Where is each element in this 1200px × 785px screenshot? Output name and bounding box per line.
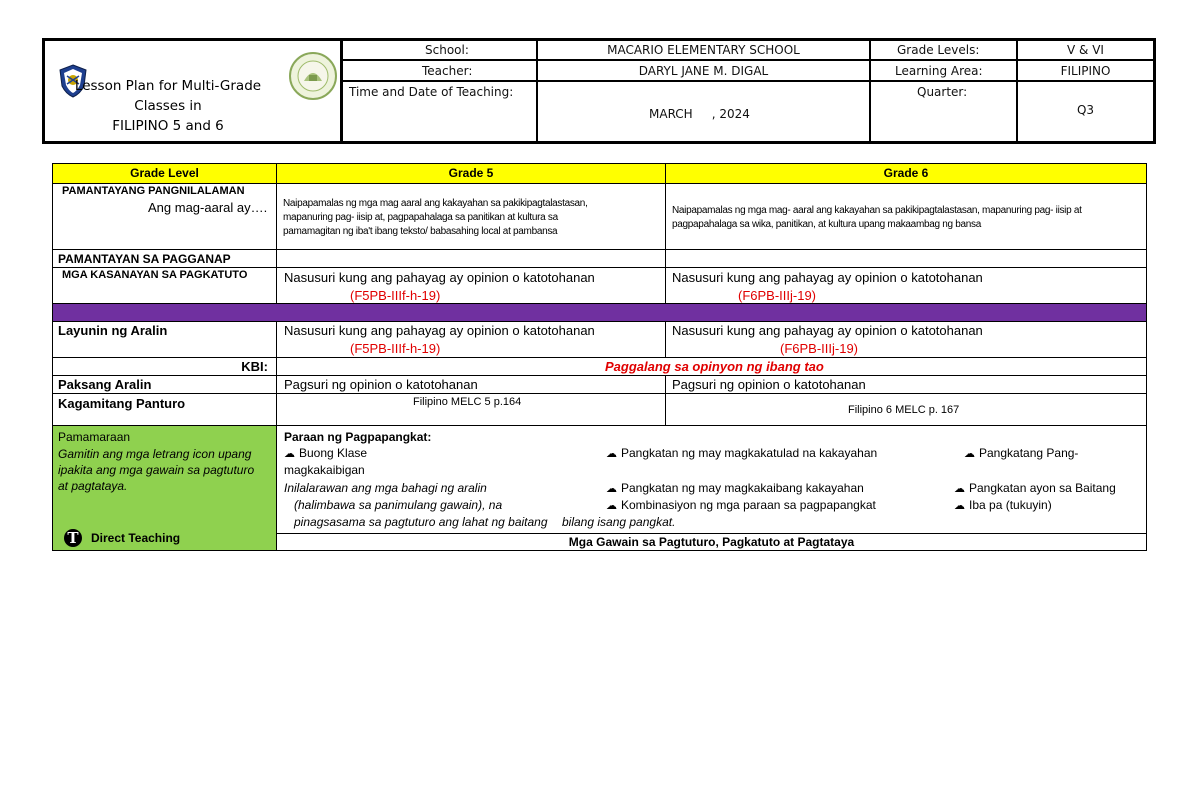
col-header-grade-5: Grade 5: [448, 166, 494, 180]
materials-g6: Filipino 6 MELC p. 167: [848, 404, 960, 416]
col-line: [665, 321, 666, 357]
option-pangkatan-kaiba: [606, 481, 864, 495]
checkbox-icon: ☁: [606, 500, 617, 512]
col-header-grade-6: Grade 6: [883, 166, 929, 180]
row-line: [52, 357, 1147, 358]
col-line: [665, 163, 666, 304]
content-standard-label: PAMANTAYANG PANGNILALAMAN: [62, 185, 245, 197]
content-standard-g5: [283, 197, 588, 239]
option-pangkatan-katulad: [606, 446, 877, 460]
grade-levels-label: Grade Levels:: [897, 43, 980, 57]
school-value: MACARIO ELEMENTARY SCHOOL: [538, 41, 869, 59]
row-line: [52, 321, 1147, 322]
option-label: Iba pa (tukuyin): [969, 498, 1052, 512]
learning-area-label-cell: [871, 61, 1016, 80]
learning-area-value: FILIPINO: [1018, 61, 1153, 80]
row-line: [52, 183, 1147, 184]
option-buong-klase: [284, 446, 367, 460]
time-date-label: Time and Date of Teaching:: [349, 85, 514, 99]
col-line: [665, 375, 666, 425]
topic-label: Paksang Aralin: [58, 377, 152, 392]
topic-g6: Pagsuri ng opinion o katotohanan: [672, 377, 866, 392]
option-label: Pangkatan ng may magkakaibang kakayahan: [621, 481, 864, 495]
quarter-value: Q3: [1076, 103, 1095, 117]
title-line-1: Lesson Plan for Multi-Grade: [74, 78, 262, 94]
option-kombinasyon: [606, 498, 876, 512]
kbi-label: KBI:: [241, 359, 268, 374]
objective-g6-text: Nasusuri kung ang pahayag ay opinion o katotohanan: [672, 323, 983, 338]
row-line: [52, 425, 1147, 426]
option-label: Buong Klase: [299, 446, 368, 460]
procedure-instruction-line: at pagtataya.: [58, 479, 128, 493]
competency-g6-text: Nasusuri kung ang pahayag ay opinion o katotohanan: [672, 270, 983, 285]
purple-divider-row: [53, 304, 1146, 321]
procedure-instruction-line: ipakita ang mga gawain sa pagtuturo: [58, 463, 255, 477]
competency-g5-text: Nasusuri kung ang pahayag ay opinion o katotohanan: [284, 270, 595, 285]
school-seal-logo: [288, 51, 338, 101]
option-pangkatan-baitang: [954, 481, 1116, 495]
checkbox-icon: ☁: [606, 483, 617, 495]
title-line-3: FILIPINO 5 and 6: [112, 118, 224, 134]
option-label: Kombinasiyon ng mga paraan sa pagpapangkat: [621, 498, 876, 512]
content-g6-line: pagpapahalaga sa wika, panitikan, at kultura upang makaambag ng bansa: [672, 219, 981, 230]
performance-standard-label: PAMANTAYAN SA PAGGANAP: [58, 252, 231, 266]
objective-g5-text: Nasusuri kung ang pahayag ay opinion o katotohanan: [284, 323, 595, 338]
title-line-2: Classes in: [134, 98, 202, 114]
school-label-cell: [343, 41, 536, 59]
procedure-instructions: [58, 446, 254, 494]
time-date-label-cell: [343, 82, 536, 141]
competency-g6-code: (F6PB-IIIj-19): [738, 288, 817, 303]
direct-teaching-t-icon: T: [64, 529, 82, 547]
activities-header: Mga Gawain sa Pagtuturo, Pagkatuto at Pagtataya: [568, 535, 855, 549]
materials-label: Kagamitang Panturo: [58, 396, 186, 411]
school-label: School:: [425, 43, 469, 57]
col-line: [276, 425, 277, 551]
checkbox-icon: ☁: [284, 448, 295, 460]
option-pangkatang-pang: [964, 446, 1078, 460]
row-line: [52, 303, 1147, 304]
option-magkakaibigan: magkakaibigan: [284, 463, 365, 477]
objective-g5-code: (F5PB-IIIf-h-19): [350, 341, 441, 356]
teacher-label-cell: [343, 61, 536, 80]
option-label: Pangkatan ayon sa Baitang: [969, 481, 1116, 495]
option-iba-pa: [954, 498, 1052, 512]
grade-levels-value: V & VI: [1018, 41, 1153, 59]
teacher-value: DARYL JANE M. DIGAL: [538, 61, 869, 80]
checkbox-icon: ☁: [964, 448, 975, 460]
row-line: [52, 267, 1147, 268]
direct-teaching-label: Direct Teaching: [91, 531, 181, 545]
quarter-label: Quarter:: [917, 85, 968, 99]
illustrate-line-1: Inilalarawan ang mga bahagi ng aralin: [284, 481, 487, 495]
checkbox-icon: ☁: [954, 483, 965, 495]
materials-g5: Filipino MELC 5 p.164: [413, 396, 522, 408]
illustrate-line-3a: pinagsasama sa pagtuturo ang lahat ng baitang: [294, 515, 548, 529]
col-line: [276, 321, 277, 357]
school-info-grid: [340, 38, 1156, 144]
col-line: [276, 163, 277, 304]
row-line: [52, 249, 1147, 250]
content-g5-line: pamamagitan ng iba't ibang teksto/ babasahing local at pambansa: [283, 226, 558, 237]
content-standard-sublabel: Ang mag-aaral ay….: [148, 200, 268, 215]
time-date-value-cell: [538, 82, 869, 141]
row-line: [52, 393, 1147, 394]
row-line: [52, 375, 1147, 376]
col-header-grade-level: Grade Level: [130, 166, 199, 180]
illustrate-line-3b: bilang isang pangkat.: [562, 515, 676, 529]
option-label: Pangkatang Pang-: [979, 446, 1079, 460]
teacher-label: Teacher:: [422, 64, 473, 78]
competency-label: MGA KASANAYAN SA PAGKATUTO: [62, 269, 248, 281]
quarter-value-cell: [1018, 82, 1153, 141]
row-line: [276, 533, 1147, 534]
quarter-label-cell: [871, 82, 1016, 141]
objective-label: Layunin ng Aralin: [58, 323, 168, 338]
time-date-value: MARCH , 2024: [649, 107, 750, 121]
competency-g5-code: (F5PB-IIIf-h-19): [350, 288, 441, 303]
col-line: [276, 375, 277, 425]
procedure-label: Pamamaraan: [58, 430, 131, 444]
lesson-plan-title: [42, 76, 294, 136]
content-g5-line: mapanuring pag- iisip at, pagpapahalaga sa panitikan at kultura sa: [283, 212, 558, 223]
learning-area-label: Learning Area:: [895, 64, 983, 78]
content-standard-g6: [672, 204, 1082, 232]
option-label: Pangkatan ng may magkakatulad na kakayahan: [621, 446, 878, 460]
checkbox-icon: ☁: [954, 500, 965, 512]
kbi-value: Paggalang sa opinyon ng ibang tao: [605, 359, 824, 374]
grouping-title: Paraan ng Pagpapangkat:: [284, 430, 432, 444]
col-line: [276, 357, 277, 375]
checkbox-icon: ☁: [606, 448, 617, 460]
content-g5-line: Naipapamalas ng mga mag aaral ang kakayahan sa pakikipagtalastasan,: [283, 198, 588, 209]
procedure-instruction-line: Gamitin ang mga letrang icon upang: [58, 447, 252, 461]
objective-g6-code: (F6PB-IIIj-19): [780, 341, 859, 356]
topic-g5: Pagsuri ng opinion o katotohanan: [284, 377, 478, 392]
grade-levels-label-cell: [871, 41, 1016, 59]
content-g6-line: Naipapamalas ng mga mag- aaral ang kakayahan sa pakikipagtalastasan, mapanuring pag- iisip at: [672, 205, 1082, 216]
illustrate-line-2: (halimbawa sa panimulang gawain), na: [294, 498, 503, 512]
